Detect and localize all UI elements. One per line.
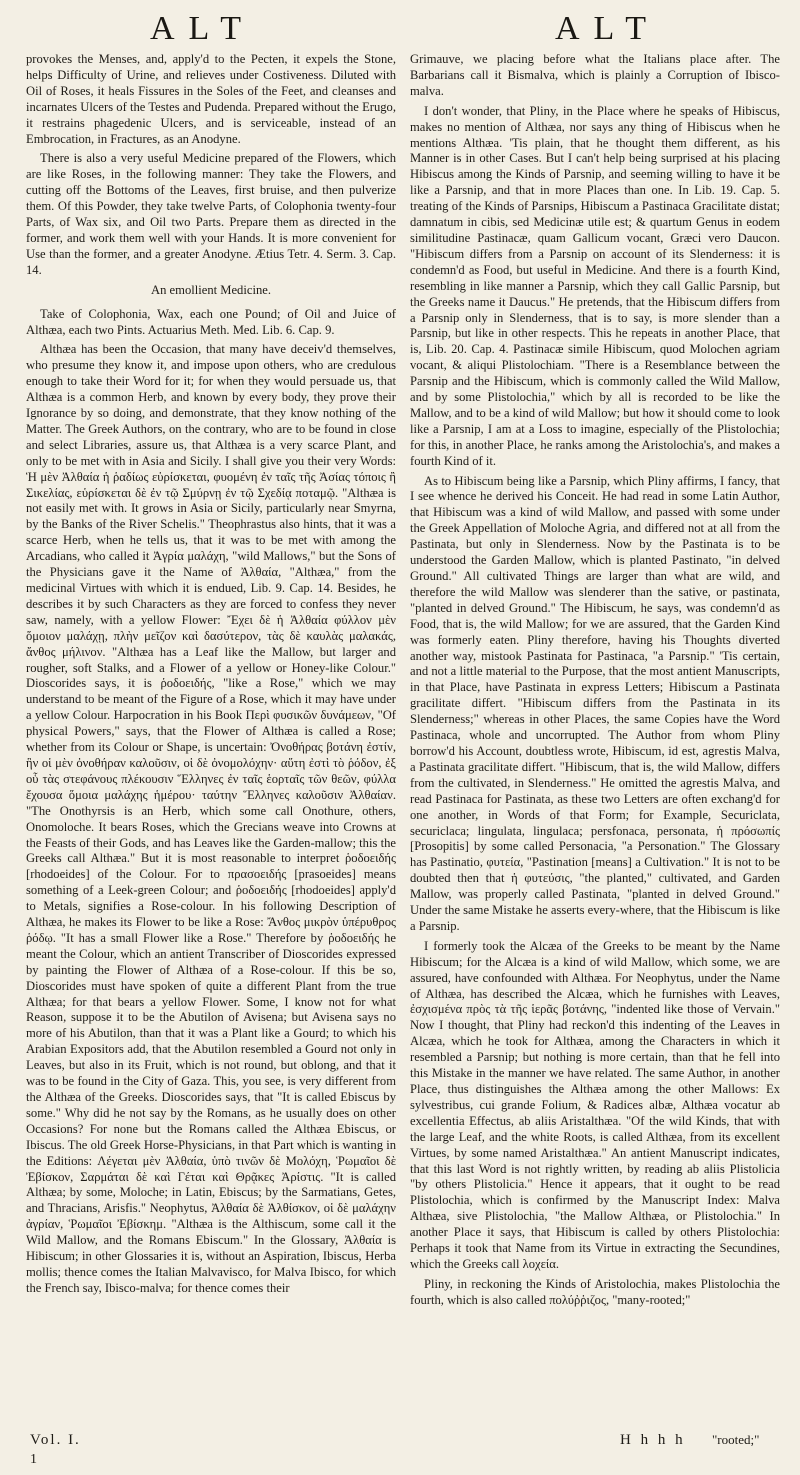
gathering-mark: 1	[30, 1452, 37, 1467]
page-header	[0, 6, 800, 46]
page-footer	[0, 1432, 800, 1468]
running-head-left: ALT	[150, 10, 255, 47]
paragraph: I formerly took the Alcæa of the Greeks to be meant by the Name Hibiscum; for the Alcæa is a kind of wild Mallow, which some, we are assured, have confounded with Althæa. For Neophytus, under the Name of Althæa, has described the Alcæa, which he furnishes with Leaves, ἐσχισμένα πρὸς τὰ τῆς ἱερᾶς βοτάνης, "indented like those of Vervain." Now I thought, that Pliny had reckon'd this indenting of the Leaves in Alcæa, which he took for Althæa, among the Characters in which it resembled a Parsnip; but nothing is more certain, than that he fell into this Mistake in the manner we have related. The same Author, in another Place, thus distinguishes the Althæa among the other Mallows: Ex sylvestribus, cui grande Folium, & Radices albæ, Althæa vocatur ab excellentia Effectus, ab aliis Aristalthæa. "Of the wild Kinds, that with the large Leaf, and the white Roots, is called Althæa, from its excellent Virtues, by some named Aristalthæa." An antient Manuscript indicates, that this last Word is not rightly written, by reading ab aliis Plistolicia "by others Plistolicia." Hence it appears, that it ought to be read Plistolochia, which is confirmed by the Manuscript Index: Malva Althæa, sive Plistolochia, "the Mallow Althæa, or Plistolochia." In another Place it says, that Hibiscum is called by others Plistolochia: Perhaps it took that Name from its Virtue in extracting the Secundines, which the Greeks call λοχεία.	[410, 938, 780, 1271]
paragraph: There is also a very useful Medicine prepared of the Flowers, which are like Roses, in the following manner: They take the Flowers, and cutting off the Bottoms of the Leaves, first bruise, and then pulverize them. Of this Powder, they take twelve Parts, of Colophonia twenty-four Parts, of Wax six, and Oil two Parts. Prepare them as directed in the former, and work them well with your Hands. It is more convenient for Use than the former, and a greater Anodyne. Ætius Tetr. 4. Serm. 3. Cap. 14.	[26, 151, 396, 277]
paragraph: I don't wonder, that Pliny, in the Place where he speaks of Hibiscus, makes no mention of Althæa, nor says any thing of Hibiscus when he mentions Althæa. 'Tis plain, that he thought them different, as his Manner is in other Cases. But I can't help being surprised at his placing Hibiscus among the Kinds of Parsnip, and seeming willing to have it be like a Parsnip, and that in more Places than one. In Lib. 19. Cap. 5. treating of the Kinds of Parsnips, Hibiscum a Pastinaca Gracilitate distat; damnatum in cibis, sed Medicinæ utile est; & quartum Genus in eodem similitudine Pastinacæ, quam Gallicum vocant, Græci vero Daucon. "Hibiscum differs from a Parsnip on account of its Slenderness: it is condemn'd as Food, but useful in Medicine. And there is a fourth Kind, resembling in like manner a Parsnip, which they call Gallic Parsnip, but the Greeks name it Daucus." He pretends, that the Hibiscum differs from a Parsnip only in Slenderness, that is to say, is more slender than a Parsnip, but like in other respects. This he repeats in another Place, that is, Lib. 20. Cap. 4. Pastinacæ simile Hibiscum, quod Molochen agriam vocant, & aliqui Plistolochiam. "There is a Resemblance between the Parsnip and the Hibiscum, which is commonly called the Wild Mallow, and by some Plistolochia," which by all is recorded to be like the Mallow, and to be a kind of wild Mallow; but how it should come to look like a Parsnip, I am at a Loss to imagine, especially of the Plistolochia; for this, in another Place, he ranks among the Aristolochia's, and makes a fourth Kind of it.	[410, 103, 780, 468]
paragraph: Pliny, in reckoning the Kinds of Aristolochia, makes Plistolochia the fourth, which is also called πολύῤῥιζος, "many-rooted;"	[410, 1276, 780, 1307]
paragraph: provokes the Menses, and, apply'd to the Pecten, it expels the Stone, helps Difficulty of Urine, and relieves under Costiveness. Diluted with Oil of Roses, it heals Fissures in the Soles of the Feet, and cleanses and incarnates Ulcers of the Testes and Pudenda. Prepared without the Erugo, it restrains phagedenic Ulcers, and is serviceable, instead of an Embrocation, in Fractures, as an Anodyne.	[26, 52, 396, 146]
paragraph: Grimauve, we placing before what the Italians place after. The Barbarians call it Bismalva, which is plainly a Corruption of Ibisco-malva.	[410, 52, 780, 98]
catchword: "rooted;"	[712, 1432, 760, 1447]
running-head-right: ALT	[555, 10, 660, 47]
left-column	[26, 52, 396, 1427]
paragraph: Althæa has been the Occasion, that many have deceiv'd themselves, who presume they know it, and impose upon others, who are credulous enough to take their Word for it; for when they would persuade us, that Althæa is a common Herb, and known by every body, they prove their Ignorance by so doing, and demonstrate, that they know nothing of the Matter. The Greek Authors, on the contrary, who are to be found in close and select Libraries, assure us, that Althæa is a very scarce Plant, and only to be met with in Asia and Sicily. I shall give you their very Words: Ἡ μὲν Ἀλθαία ἡ ῥαδίως εὑρίσκεται, φυομένη ἐν ταῖς τῆς Ἀσίας τόποις ἢ Σικελίας, εὑρίσκεται δὲ ἐν τῷ Σμύρνῃ ἐν τῷ Σχεδίᾳ ποταμῷ. "Althæa is not easily met with. It grows in Asia or Sicily, particularly near Smyrna, by the Banks of the River Schelis." Theophrastus also hints, that it was a scarce Herb, when he tells us, that it was to be met with among the Arcadians, who called it Ἀγρία μαλάχη, "wild Mallows," but the Sons of the Physicians gave it the Name of Ἀλθαία, "Althæa," from the medicinal Virtues with which it is endued, Lib. 9. Cap. 14. Besides, he describes it by such Characters as they are forced to confess they never saw, namely, with a yellow Flower: Ἔχει δὲ ἡ Ἀλθαία φύλλον μὲν ὅμοιον μαλάχῃ, πλὴν μεῖζον καὶ δασύτερον, τὰς δὲ καυλὰς μαλακάς, ἄνθος μήλινον. "Althæa has a Leaf like the Mallow, but larger and rougher, soft Stalks, and a Flower of a yellow or Honey-like Colour." Dioscorides says, it is ῥοδοειδής, "like a Rose," which we may understand to be meant of the Figure of a Rose, which it may have under a yellow Colour. Harpocration in his Book Περὶ φυσικῶν δυνάμεων, "Of physical Powers," says, that the Flower of Althæa is called a Rose; whether from its Colour or Shape, is uncertain: Ὀνοθήρας βοτάνη ἐστίν, ἣν οἱ μὲν ὀνοθήραν καλοῦσιν, οἱ δὲ ὀνομολόχην· αὕτη ἐστὶ τὸ ῥόδον, ἐξ οὗ τὰς στεφάνους πλέκουσιν Ἕλληνες ἐν ταῖς ἑορταῖς τῶν θεῶν, φύλλα ἔχουσα ὅμοια μαλάχης ἡμέρου· ταύτην Ἕλληνες καλοῦσιν Ἀλθαίαν. "The Onothyrsis is an Herb, which some call Onothure, others, Onomoloche. It bears Roses, which the Grecians weave into Crowns at the Feasts of their Gods, and has Leaves like the Garden-mallow; this the Greeks call Althæa." But it is most reasonable to interpret ῥοδοειδής [rhodoeides] of the Colour. For to πρασοειδής [prasoeides] means something of a Leek-green Colour; and ῥοδοειδής [rhodoeides] apply'd to Metals, signifies a Rose-colour. In his following Description of Althæa, he makes its Flower to be like a Rose: Ἄνθος μικρὸν ὑπέρυθρος ῥόδῳ. "It has a small Flower like a Rose." Therefore by ῥοδοειδής he meant the Colour, which an antient Transcriber of Dioscorides expressed by painting the Flower of Althæa of a Rose-colour. If this be so, Dioscorides must have spoken of quite a different Plant from the true Althæa; for that bears a yellow Flower. Some, I know not for what Reason, suppose it to be the Abutilon of Avisena; but Avisena says no more of his Abutilon, than that it was a Plant like a Gourd; to which his Arabian Expositors add, that the Abutilon resembled a Gourd not only in Leaves, but also in its Fruit, which is not round, but oblong, and that it was to be found in the City of Gaza. This, you see, is very different from the Althæa of the Greeks. Dioscorides says, that "It is called Ebiscus by some." Why did he not say by the Romans, as he usually does on other Occasions? For none but the Romans called the Althæa Ebiscus, or Ibiscus. The old Greek Horse-Physicians, in that Part which is wanting in the Editions: Λέγεται μὲν Ἀλθαία, ὑπὸ τινῶν δὲ Μολόχη, Ῥωμαῖοι δὲ Ἐβίσκον, Σαρμάται δὲ καὶ Γέται καὶ Θρᾷκες Ἀρίστις. "It is called Althæa; by some, Moloche; in Latin, Ebiscus; by the Sarmatians, Getes, and Thracians, Arisfis." Neophytus, Ἀλθαία δὲ Ἀλθίσκον, οἱ δὲ μαλάχην ἀγρίαν, Ῥωμαῖοι Ἐβίσκημ. "Althæa is the Althiscum, some call it the Wild Mallow, and the Romans Ebiscum." In the Glossary, Ἀλθαία is Hibiscum; in other Glossaries it is, without an Aspiration, Ibiscus, Herba mollis; thence comes the Italian Malvavisco, for Malva Ibisco, for which the French say, Ibisco-malva; for thence comes their	[26, 342, 396, 1295]
volume-mark: Vol. I.	[30, 1432, 81, 1448]
section-heading: An emollient Medicine.	[151, 282, 271, 297]
right-column	[410, 52, 780, 1427]
paragraph: As to Hibiscum being like a Parsnip, which Pliny affirms, I fancy, that I see whence he derived his Conceit. He had read in some Latin Author, that Hibiscum was a kind of wild Mallow, and passed with some under the Greek Appellation of Moloche Agria, and differed not at all from the Pastinata, but only in Slenderness. Now by the Pastinata is to be understood the Garden Mallow, which is planted Pastinato, "in delved Ground." All cultivated Things are larger than what are wild, and therefore the wild Mallow was slenderer than the sative, or pastinata, "planted in delved Ground." The Hibiscum, he says, was condemn'd as Food, that is, the wild Mallow; for we are assured, that the Garden Kind was formerly eaten. Pliny therefore, having his Thoughts diverted another way, mistook Pastinata for Pastinaca, "a Parsnip." 'Tis certain, and not a little material to the Purpose, that the most antient Manuscripts, in that Place, have Pastinata in express Letters; Hibiscum a Pastinata gracilitate differt. "Hibiscum differs from the Pastinata in its Slenderness;" whereas in other Places, the same Copies have the Word Pastinaca, whole and uncorrupted. The Author from whom Pliny borrow'd his Account, doubtless wrote, Hibiscum, id est, agrestis Malva, a Pastinata gracilitate differt. "Hibiscum, that is, the wild Mallow, differs from the cultivated, in Slenderness." He omitted the agrestis Malva, and read Pastinaca for Pastinata, as these two Letters are often exchang'd for one another, in Words of that Form; for Example, Securiclata, securiclaca; lingulata, lingulaca; persfonaca, personata, ἡ πρόσωπίς [Prosopitis] by some called Personacia, "a Personation." The Glossary has Pastinatio, φυτεία, "Pastination [means] a Cultivation." It is not to be doubted then that ἡ φυτεύσις, "the planted," cultivated, and Garden Mallow, was properly called Pastinata, "planted in delved Ground." Under the same Mistake he asserts every-where, that the Hibiscum is like a Parsnip.	[410, 473, 780, 933]
paragraph: Take of Colophonia, Wax, each one Pound; of Oil and Juice of Althæa, each two Pints. Actuarius Meth. Med. Lib. 6. Cap. 9.	[26, 306, 396, 337]
signature-mark: H h h h	[620, 1432, 686, 1448]
